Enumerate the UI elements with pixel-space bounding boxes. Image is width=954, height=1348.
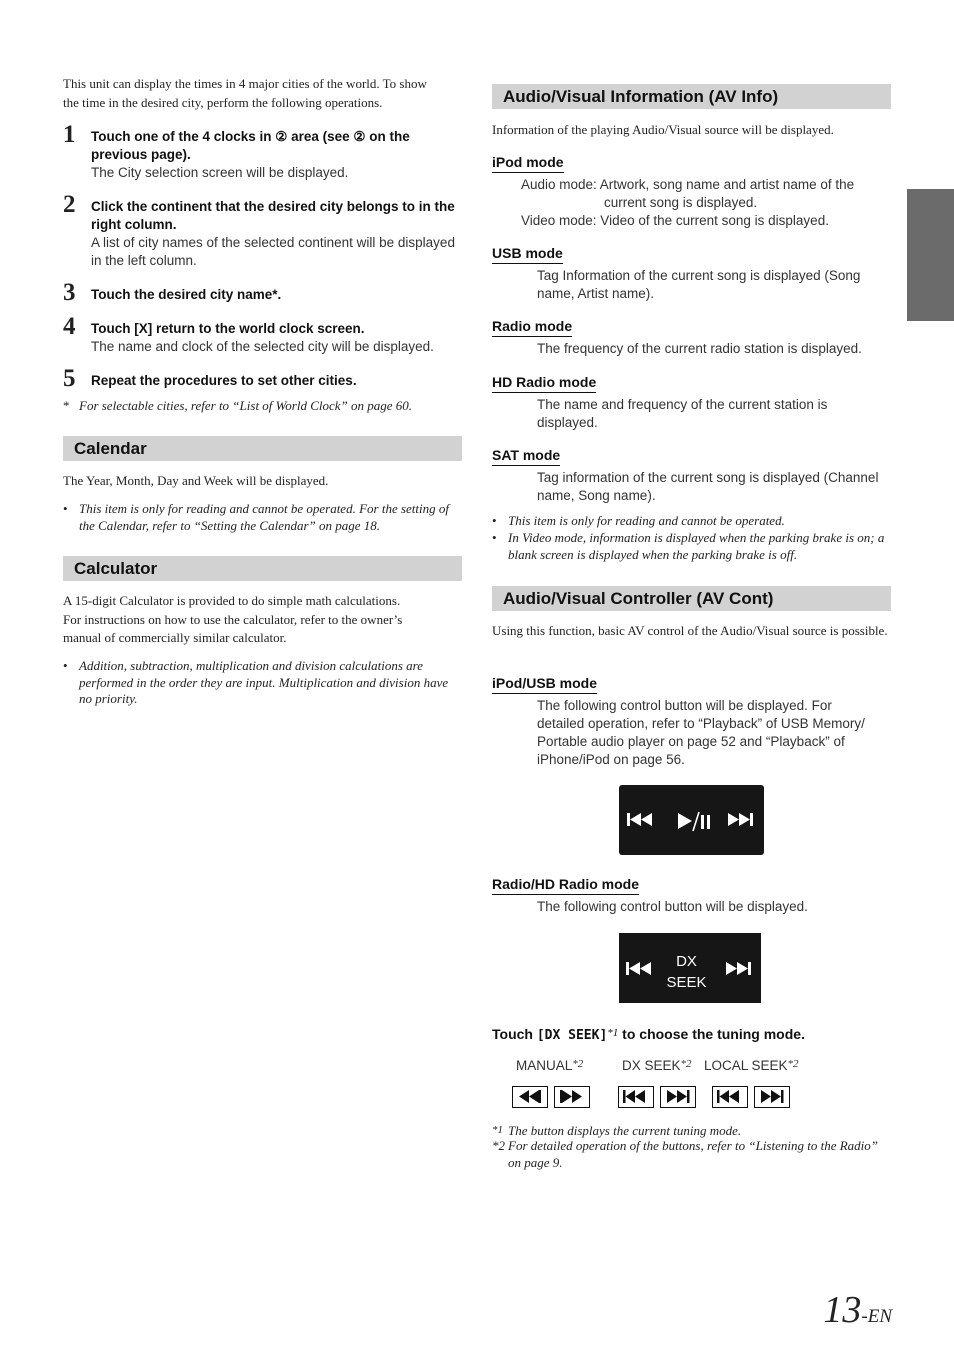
avinfo-note-1: This item is only for reading and cannot be operated. xyxy=(508,513,785,528)
hd-radio-mode-text: The name and frequency of the current station is displayed. xyxy=(537,397,828,430)
radio-control-panel xyxy=(619,933,761,1003)
step-body-4: The name and clock of the selected city will be displayed. xyxy=(91,339,434,354)
dx-seek-line-2: SEEK xyxy=(666,974,707,991)
touch-button-name: [DX SEEK] xyxy=(536,1028,608,1043)
touch-mark: *1 xyxy=(607,1027,619,1039)
manual-rewind-button[interactable] xyxy=(512,1086,548,1108)
radio-hd-mode-text: The following control button will be displayed. xyxy=(537,899,808,914)
step-number-3: 3 xyxy=(63,279,76,306)
mode-label-local-seek xyxy=(704,1055,799,1075)
avinfo-text: Information of the playing Audio/Visual source will be displayed. xyxy=(492,122,834,137)
intro-line-1: This unit can display the times in 4 major cities of the world. To show xyxy=(63,76,427,91)
mode-local-seek-text: LOCAL SEEK xyxy=(704,1058,788,1073)
mode-manual-mark: *2 xyxy=(572,1058,584,1070)
seek-up-icon[interactable] xyxy=(726,962,751,975)
step-title-2: Click the continent that the desired city belongs to in the right column. xyxy=(91,199,455,232)
footnote-1 xyxy=(492,1122,892,1140)
dx-seek-up-button[interactable] xyxy=(660,1086,696,1108)
calendar-note: This item is only for reading and cannot be operated. For the setting of the Calendar, refer to “Setting the Calendar” on page 18. xyxy=(79,501,449,533)
page-number-suffix: -EN xyxy=(861,1306,892,1327)
radio-mode-text: The frequency of the current radio station is displayed. xyxy=(537,341,862,356)
avcont-heading: Audio/Visual Controller (AV Cont) xyxy=(492,586,891,611)
step-title-5: Repeat the procedures to set other cities. xyxy=(91,373,357,388)
seek-down-icon[interactable] xyxy=(626,962,651,975)
calculator-heading: Calculator xyxy=(63,556,462,581)
section-tab-marker xyxy=(907,189,954,321)
manual-forward-button[interactable] xyxy=(554,1086,590,1108)
ipod-usb-mode-label: iPod/USB mode xyxy=(492,675,597,694)
calculator-line-2: For instructions on how to use the calculator, refer to the owner’s xyxy=(63,611,403,627)
dx-seek-line-1: DX xyxy=(676,953,697,970)
seek-next-icon xyxy=(661,1087,694,1106)
calculator-text xyxy=(63,592,463,648)
touch-pre: Touch xyxy=(492,1026,537,1042)
footnote-2-mark: *2 xyxy=(492,1138,505,1153)
bullet-dot: • xyxy=(492,530,497,545)
mode-manual-text: MANUAL xyxy=(516,1058,573,1073)
step-number-1: 1 xyxy=(63,121,76,148)
bullet-dot: • xyxy=(63,501,68,516)
step-title-1: Touch one of the 4 clocks in ② area (see ② on the previous page). xyxy=(91,129,410,162)
step-body-1: The City selection screen will be displayed. xyxy=(91,165,349,180)
avinfo-note-2: In Video mode, information is displayed when the parking brake is on; a blank screen is displayed when the parking brake is off. xyxy=(508,530,885,562)
footnote-text: For selectable cities, refer to “List of World Clock” on page 60. xyxy=(79,398,413,413)
next-track-icon[interactable] xyxy=(728,813,753,826)
calculator-line-1: A 15-digit Calculator is provided to do simple math calculations. xyxy=(63,593,401,608)
calendar-heading: Calendar xyxy=(63,436,462,461)
ipod-video-line: Video mode: Video of the current song is displayed. xyxy=(521,213,829,228)
previous-track-icon[interactable] xyxy=(627,813,652,826)
transport-controls xyxy=(619,785,764,855)
avinfo-heading: Audio/Visual Information (AV Info) xyxy=(492,84,891,109)
local-seek-up-button[interactable] xyxy=(754,1086,790,1108)
seek-next-icon xyxy=(755,1087,788,1106)
touch-dx-seek-instruction xyxy=(492,1024,892,1045)
dx-seek-down-button[interactable] xyxy=(618,1086,654,1108)
footnote-mark: * xyxy=(63,398,70,413)
mode-label-dx-seek xyxy=(622,1055,692,1075)
ipod-audio-line-1: Audio mode: Artwork, song name and artist name of the xyxy=(521,177,855,192)
step-title-4: Touch [X] return to the world clock screen. xyxy=(91,321,365,336)
seek-previous-icon xyxy=(619,1087,652,1106)
local-seek-down-button[interactable] xyxy=(712,1086,748,1108)
sat-mode-label: SAT mode xyxy=(492,447,560,466)
rewind-icon xyxy=(513,1087,546,1106)
play-pause-icon[interactable] xyxy=(678,812,710,831)
calculator-note: Addition, subtraction, multiplication and division calculations are performed in the order they are input. Multiplication and division have no priority. xyxy=(79,658,449,706)
hd-radio-mode-label: HD Radio mode xyxy=(492,374,596,393)
avcont-text: Using this function, basic AV control of the Audio/Visual source is possible. xyxy=(492,623,888,638)
radio-mode-label: Radio mode xyxy=(492,318,572,337)
intro-paragraph xyxy=(63,75,463,112)
footnote-1-text: The button displays the current tuning mode. xyxy=(508,1123,742,1138)
calendar-text: The Year, Month, Day and Week will be displayed. xyxy=(63,473,329,488)
fast-forward-icon xyxy=(555,1087,588,1106)
dx-seek-button[interactable] xyxy=(659,951,714,993)
calculator-line-3: manual of commercially similar calculator. xyxy=(63,630,287,645)
page-number-value: 13 xyxy=(823,1289,862,1331)
mode-dx-seek-text: DX SEEK xyxy=(622,1058,681,1073)
bullet-dot: • xyxy=(492,513,497,528)
step-title-3: Touch the desired city name*. xyxy=(91,287,282,302)
footnote-1-mark: *1 xyxy=(492,1124,503,1136)
touch-post: to choose the tuning mode. xyxy=(618,1026,805,1042)
page-number xyxy=(823,1288,892,1332)
step-number-4: 4 xyxy=(63,313,76,340)
usb-mode-text: Tag Information of the current song is displayed (Song name, Artist name). xyxy=(537,268,861,301)
sat-mode-text: Tag information of the current song is displayed (Channel name, Song name). xyxy=(537,470,879,503)
mode-label-manual xyxy=(516,1055,583,1075)
ipod-usb-control-panel xyxy=(619,785,764,855)
radio-hd-mode-label: Radio/HD Radio mode xyxy=(492,876,639,895)
footnote-2-text: For detailed operation of the buttons, refer to “Listening to the Radio” on page 9. xyxy=(508,1138,879,1170)
step-number-5: 5 xyxy=(63,365,76,392)
bullet-dot: • xyxy=(63,658,68,673)
ipod-audio-line-2: current song is displayed. xyxy=(604,195,758,210)
ipod-usb-mode-text: The following control button will be displayed. For detailed operation, refer to “Playback” of USB Memory/ Portable audio player on page 52 and “Playback” of iPhone/iPod on page 56. xyxy=(537,698,865,767)
ipod-mode-label: iPod mode xyxy=(492,154,564,173)
mode-dx-seek-mark: *2 xyxy=(680,1058,692,1070)
step-number-2: 2 xyxy=(63,191,76,218)
usb-mode-label: USB mode xyxy=(492,245,563,264)
step-body-2: A list of city names of the selected continent will be displayed in the left column. xyxy=(91,235,455,268)
seek-previous-icon xyxy=(713,1087,746,1106)
intro-line-2: the time in the desired city, perform the following operations. xyxy=(63,94,383,110)
footnote-world-clock xyxy=(63,398,463,415)
mode-local-seek-mark: *2 xyxy=(787,1058,799,1070)
